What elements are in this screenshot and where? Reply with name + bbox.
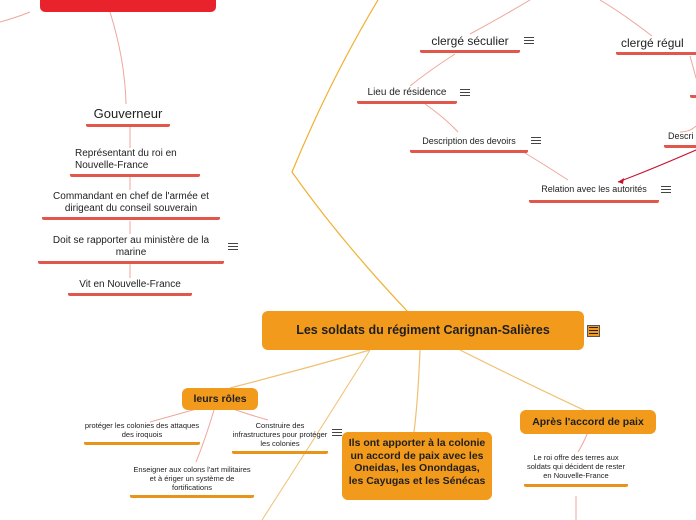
representant-label: Représentant du roi en Nouvelle-France [75, 148, 177, 171]
gouverneur-label: Gouverneur [93, 106, 163, 121]
role-enseigner-label: Enseigner aux colons l'art militaires et à ériger un système de fortifications [133, 465, 251, 492]
role-enseigner-node[interactable] [130, 465, 254, 498]
apres-label: Après l'accord de paix [532, 416, 644, 428]
apres-item-label: Le roi offre des terres aux soldats qui décident de rester en Nouvelle-France [527, 453, 625, 480]
note-menu-icon[interactable] [661, 186, 671, 195]
accord-label: Ils ont apporter à la colonie un accord de paix avec les Oneidas, les Onondagas, les Cayugas et les Sénécas [348, 437, 486, 487]
note-menu-icon[interactable] [228, 243, 238, 252]
note-menu-icon[interactable] [587, 325, 600, 337]
role-proteger-node[interactable] [84, 421, 200, 445]
role-construire-label: Construire des infrastructures pour protéger les colonies [232, 421, 328, 448]
relation-node[interactable] [529, 184, 659, 203]
note-menu-icon[interactable] [332, 429, 342, 438]
descri-label: Descri [668, 131, 694, 141]
description-devoirs-label: Description des devoirs [422, 136, 516, 146]
descri-node[interactable] [664, 131, 696, 148]
note-menu-icon[interactable] [531, 137, 541, 146]
clerge-seculier-label: clergé séculier [431, 34, 509, 48]
vit-node[interactable] [68, 279, 192, 296]
central-topic[interactable] [262, 311, 584, 350]
central-topic-label: Les soldats du régiment Carignan-Salières [296, 323, 550, 337]
lieu-residence-label: Lieu de résidence [367, 87, 447, 98]
clerge-regulier-label: clergé régul [621, 36, 684, 50]
role-construire-node[interactable] [232, 421, 328, 454]
note-menu-icon[interactable] [524, 37, 534, 46]
roles-label: leurs rôles [193, 393, 247, 405]
gouverneur-node[interactable] [86, 106, 170, 127]
vit-label: Vit en Nouvelle-France [79, 279, 181, 290]
ministere-label: Doit se rapporter au ministère de la marine [52, 235, 210, 258]
roles-topic[interactable] [182, 388, 258, 410]
description-devoirs-node[interactable] [410, 136, 528, 153]
commandant-node[interactable] [42, 191, 220, 220]
clerge-regulier-node[interactable] [616, 36, 696, 55]
note-menu-icon[interactable] [460, 89, 470, 98]
commandant-label: Commandant en chef de l'armée et dirigeant du conseil souverain [53, 191, 209, 214]
role-proteger-label: protéger les colonies des attaques des iroquois [84, 421, 200, 439]
lieu-residence-node[interactable] [357, 87, 457, 104]
top-left-topic-box [40, 0, 216, 12]
representant-node[interactable] [70, 148, 200, 177]
partial-node[interactable] [690, 90, 696, 98]
apres-topic[interactable] [520, 410, 656, 434]
relation-label: Relation avec les autorités [541, 184, 647, 194]
apres-item-node[interactable] [524, 453, 628, 487]
ministere-node[interactable] [38, 235, 224, 264]
accord-topic[interactable] [342, 432, 492, 500]
clerge-seculier-node[interactable] [420, 34, 520, 53]
